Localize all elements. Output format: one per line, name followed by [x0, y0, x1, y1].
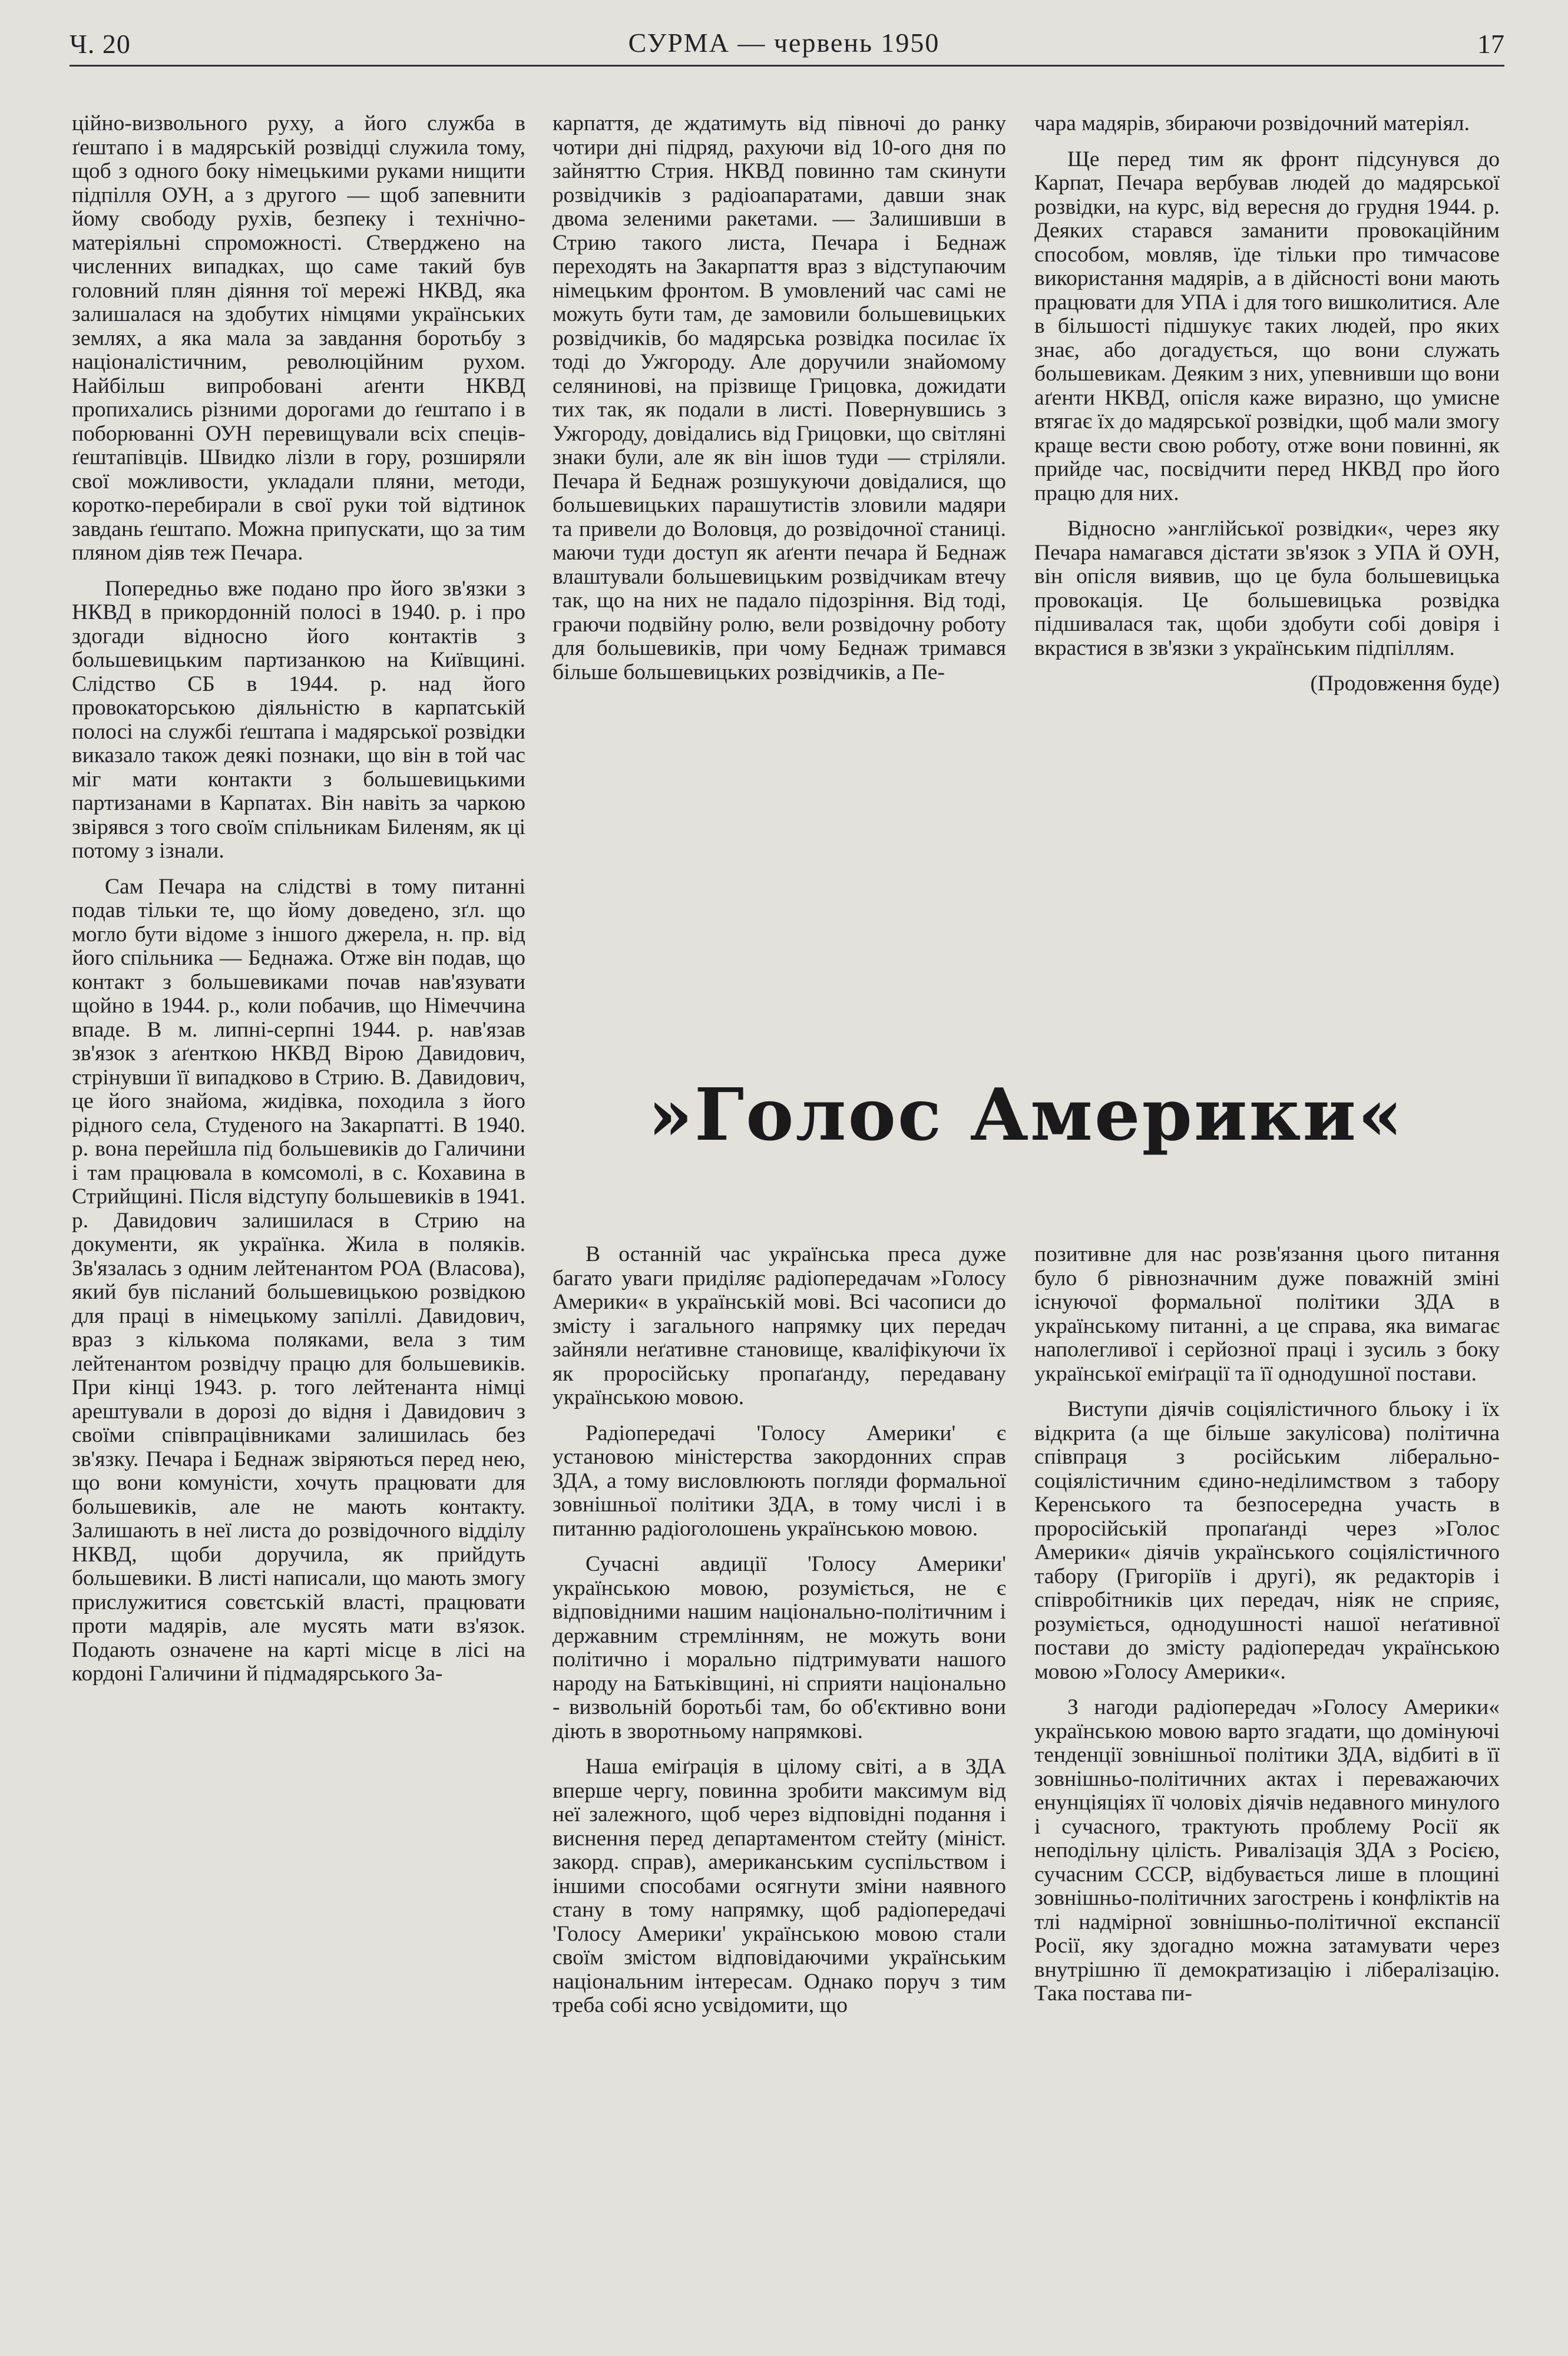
article2-paragraph: Радіопередачі 'Голосу Америки' є установою міністерства закордонних справ ЗДА, а тому висловлюють погляди формальної зовнішньої політики ЗДА, в тому числі і в питанню радіоголошень українською мовою.: [553, 1421, 1006, 1541]
article1-paragraph: Попередньо вже подано про його зв'язки з НКВД в прикордонній полосі в 1940. р. і про здогади відносно його контактів з большевицьким партизанкою на Київщині. Слідство СБ в 1944. р. над його провокаторською діяльністю в карпатській полосі на службі ґештапа і мадярської розвідки виказало також деякі познаки, що він в той час міг мати контакти з большевицькими партизанами в Карпатах. Він навіть за чаркою звірявся з того своїм спільникам Биленям, як ці потому з ізнали.: [72, 576, 525, 863]
page-header: [0, 0, 1568, 82]
article2-headline: »Голос Америки«: [647, 1072, 1405, 1157]
article2-paragraph: Сучасні авдиції 'Голосу Америки' українською мовою, розуміється, не є відповідними нашим національно-політичним і державним стремлінням, не можуть вони політично і морально підтримувати нашого народу на Батьківщині, ні сприяти національно - визвольній боротьбі там, бо об'єктивно вони діють в зворотньому напрямкові.: [553, 1552, 1006, 1743]
article1-column-3: [1034, 112, 1500, 696]
article2-column-2: [1034, 1243, 1500, 2006]
article2-column-1: [553, 1243, 1006, 2018]
article1-paragraph: ційно-визвольного руху, а його служба в ґештапо і в мадярській розвідці служила тому, щоб з одного боку німецькими руками нищити підпілля ОУН, а з другого — щоб запевнити йому свободу рухів, безпеку і технічно-матеріяльні спроможності. Стверджено на численних випадках, що саме такий був головний плян діяння тої мережі НКВД, яка залишалася на здобутих німцями українських землях, а яка мала за завдання боротьбу з націоналістичним, революційним рухом. Найбільш випробовані аґенти НКВД пропихались різними дорогами до ґештапо і в поборюванні ОУН перевищували всіх спеців-ґештапівців. Швидко лізли в гору, розширяли свої можливости, укладали пляни, методи, коротко-перебирали в свої руки той відтинок завдань ґештапо. Можна припускати, що за тим пляном діяв теж Печара.: [72, 111, 525, 565]
article1-column-2: [553, 112, 1006, 684]
issue-number: Ч. 20: [70, 29, 131, 59]
article2-paragraph: В останній час українська преса дуже багато уваги приділяє радіопередачам »Голосу Америки« в українській мові. Всі часописи до змісту і загального напрямку цих передач зайняли неґативне становище, кваліфікуючи їх як проросійську пропаґанду, передавану українською мовою.: [553, 1242, 1006, 1409]
article1-paragraph: карпаття, де ждатимуть від півночі до ранку чотири дні підряд, рахуючи від 10-ого дня по зайняттю Стрия. НКВД повинно там скинути розвідчиків з радіоапаратами, давши знак двома зеленими ракетами. — Залишивши в Стрию такого листа, Печара і Беднаж переходять на Закарпаття враз з відступаючим німецьким фронтом. В умовлений час самі не можуть бути там, де замовили большевицьких розвідчиків, бо мадярська розвідка посилає їх тоді до Ужгороду. Але доручили знайомому селянинові, на прізвище Грицовка, дожидати тих так, як подали в листі. Повернувшись з Ужгороду, довідались від Грицовки, що світляні знаки були, але як він ішов туди — стріляли. Печара й Беднаж розшукуючи довідалися, що большевицьких парашутистів зловили мадяри та привели до Воловця, до розвідочної станиці. маючи туди доступ як аґенти печара й Беднаж влаштували большевицьким розвідчикам втечу так, що на них не падало підозріння. Від тоді, граючи подвійну ролю, вели розвідочну роботу для большевиків, при чому Беднаж тримався більше большевицьких розвідчиків, а Пе-: [553, 111, 1006, 684]
article1-paragraph: Ще перед тим як фронт підсунувся до Карпат, Печара вербував людей до мадярської розвідки, на курс, від вересня до грудня 1944. р. Деяких старався заманити провокаційним способом, мовляв, їде тільки про тимчасове використання мадярів, а в дійсності вони мають працювати для УПА і для того вишколитися. Але в більшості підшукує таких людей, про яких знає, або догадується, що вони служать большевикам. Деяким з них, упевнивши що вони аґенти НКВД, опісля каже виразно, що умисне втягає їх до мадярської розвідки, щоб мали змогу краще вести свою роботу, отже вони повинні, як прийде час, посвідчити перед НКВД про його працю для них.: [1034, 147, 1500, 505]
article1-column-1: [72, 112, 525, 2327]
article1-paragraph: Сам Печара на слідстві в тому питанні подав тільки те, що йому доведено, зґл. що могло бути відоме з іншого джерела, н. пр. від його спільника — Беднажа. Отже він подав, що контакт з большевиками почав нав'язувати щойно в 1944. р., коли побачив, що Німеччина впаде. В м. липні-серпні 1944. р. нав'язав зв'язок з аґенткою НКВД Вірою Давидович, стрінувши її випадково в Стрию. В. Давидович, це його знайома, жидівка, походила з його рідного села, Студеного на Закарпатті. В 1940. р. вона перейшла під большевиків до Галичини і там працювала в комсомолі, в с. Кохавина в Стрийщині. Після відступу большевиків в 1941. р. Давидович залишилася в Стрию на документи, як українка. Жила в поляків. Зв'язалась з одним лейтенантом РОА (Власова), який був післаний большевицькою розвідкою для праці в німецькому запіллі. Давидович, враз з кількома поляками, вела з тим лейтенантом розвідчу працю для большевиків. При кінці 1943. р. того лейтенанта німці арештували в дорозі до відня і Давидович з своїми співпрацівниками залишилась без зв'язку. Печара і Беднаж звіряються перед нею, що вони комуністи, хочуть працювати для большевиків, але не мають контакту. Залишають в неї листа до розвідочного відділу НКВД, щоби доручила, як прийдуть большевики. В листі написали, що мають змогу прислужитися совєтській власті, працювати проти мадярів, але мусять мати вз'язок. Подають означене на карті місце в лісі на кордоні Галичини й підмадярського За-: [72, 874, 525, 1686]
continued-note: (Продовження буде): [1310, 671, 1500, 696]
article2-paragraph: Наша еміґрація в цілому світі, а в ЗДА вперше чергу, повинна зробити максимум від неї залежного, щоб через відповідні подання і виснення перед департаментом стейту (мініст. закорд. справ), американським суспільством і іншими способами осягнути зміни наявного стану в тому напрямку, щоб радіопередачі 'Голосу Америки' українською мовою стали своїм змістом відповідаючими українським національним інтересам. Однако поруч з тим треба собі ясно усвідомити, що: [553, 1755, 1006, 2017]
page-number: 17: [1477, 29, 1504, 59]
publication-title: СУРМА — червень 1950: [628, 28, 940, 58]
article1-paragraph: Відносно »англійської розвідки«, через яку Печара намагався дістати зв'язок з УПА й ОУН, він опісля виявив, що це була большевицька провокація. Це большевицька розвідка підшивалася так, щоби здобути собі довіря і вкрастися в зв'язки з українським підпіллям.: [1034, 517, 1500, 660]
article2-paragraph: Виступи діячів соціялістичного бльоку і їх відкрита (а ще більше закулісова) політична співпраця з російським ліберально-соціялістичним єдино-неділимством з табору Керенського та безпосередна участь в проросійській пропаґанді через »Голос Америки« діячів українського соціялістичного табору (Григоріїв і другі), як редакторів і співробітників цих передач, ніяк не сприяє, розуміється, однодушності нашої неґативної постави до змісту радіопередач українською мовою »Голосу Америки«.: [1034, 1397, 1500, 1684]
article1-paragraph: чара мадярів, збираючи розвідочний матеріял.: [1034, 111, 1470, 135]
article2-paragraph: позитивне для нас розв'язання цього питання було б рівнозначним дуже поважній зміні існуючої формальної політики ЗДА в українському питанні, а це справа, яка вимагає наполегливої і серйозної праці і зусиль з боку української еміґрації та її однодушної постави.: [1034, 1242, 1500, 1386]
article2-paragraph: З нагоди радіопередач »Голосу Америки« українською мовою варто згадати, що домінуючі тенденції зовнішньої політики ЗДА, відбиті в її зовнішньо-політичних актах і переважаючих енунціяціях її чоловіх діячів недавного минулого і сучасного, трактують проблему Росії як неподільну цілість. Ривалізація ЗДА з Росією, сучасним СССР, відбувається лише в площині зовнішньо-політичних загострень і конфліктів на тлі надмірної зовнішньо-політичної експансії Росії, яку здогадно можна затамувати через внутрішню її демократизацію і лібералізацію. Така постава пи-: [1034, 1695, 1500, 2006]
header-rule: [70, 65, 1504, 67]
